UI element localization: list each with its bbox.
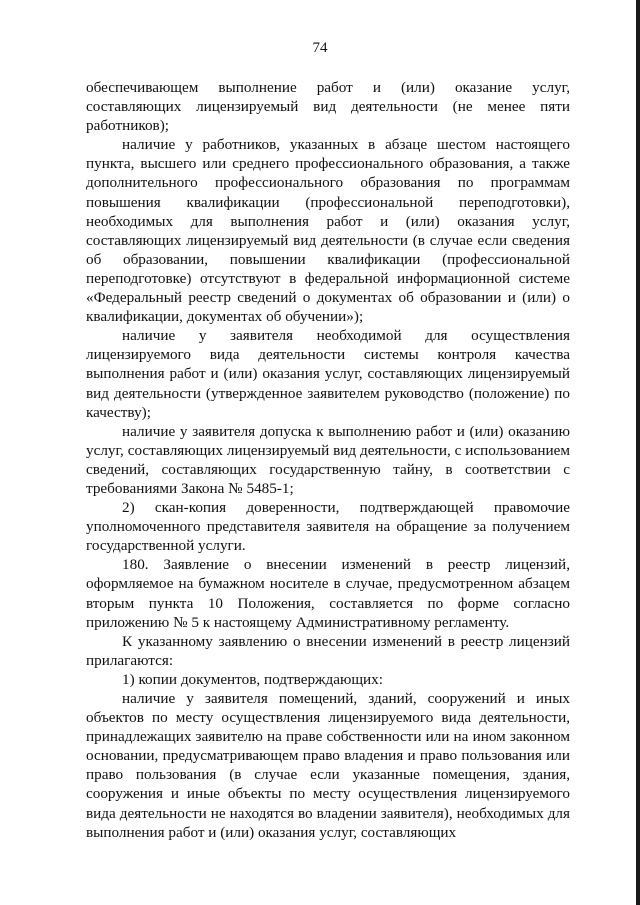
paragraph: наличие у заявителя допуска к выполнению работ и (или) оказанию услуг, составляющих лицензируемый вид деятельности, с использованием сведений, составляющих государственную тайну, в соответствии с требованиями Закона № 5485-1; xyxy=(86,422,570,497)
paragraph: 1) копии документов, подтверждающих: xyxy=(122,670,383,688)
page-edge-shadow xyxy=(636,0,640,905)
paragraph: К указанному заявлению о внесении изменений в реестр лицензий прилагаются: xyxy=(86,632,570,669)
paragraph: наличие у работников, указанных в абзаце шестом настоящего пункта, высшего или среднего профессионального образования, а также дополнительного профессионального образования по программам повышения квалификации (профессиональной переподготовки), необходимых для выполнения работ и (или) оказания услуг, составляющих лицензируемый вид деятельности (в случае если сведения об образовании, повышении квалификации (профессиональной переподготовке) отсутствуют в федеральной информационной системе «Федеральный реестр сведений о документах об образовании и (или) о квалификации, документах об обучении»); xyxy=(86,136,570,326)
paragraph: 2) скан-копия доверенности, подтверждающей правомочие уполномоченного представителя заявителя на обращение за получением государственной услуги. xyxy=(86,499,570,555)
paragraph: 180. Заявление о внесении изменений в реестр лицензий, оформляемое на бумажном носителе в случае, предусмотренном абзацем вторым пункта 10 Положения, составляется по форме согласно приложению № 5 к настоящему Административному регламенту. xyxy=(86,556,570,631)
document-body xyxy=(86,78,570,842)
paragraph: обеспечивающем выполнение работ и (или) оказание услуг, составляющих лицензируемый вид деятельности (не менее пяти работников); xyxy=(86,79,570,135)
page-number: 74 xyxy=(312,40,328,56)
paragraph: наличие у заявителя необходимой для осуществления лицензируемого вида деятельности системы контроля качества выполнения работ и (или) оказания услуг, составляющих лицензируемый вид деятельности (утвержденное заявителем руководство (положение) по качеству); xyxy=(86,327,570,421)
paragraph: наличие у заявителя помещений, зданий, сооружений и иных объектов по месту осуществления лицензируемого вида деятельности, принадлежащих заявителю на праве собственности или на ином законном основании, предусматривающем право владения и право пользования или право пользования (в случае если указанные помещения, здания, сооружения и иные объекты по месту осуществления лицензируемого вида деятельности не находятся во владении заявителя), необходимых для выполнения работ и (или) оказания услуг, составляющих xyxy=(86,690,570,841)
